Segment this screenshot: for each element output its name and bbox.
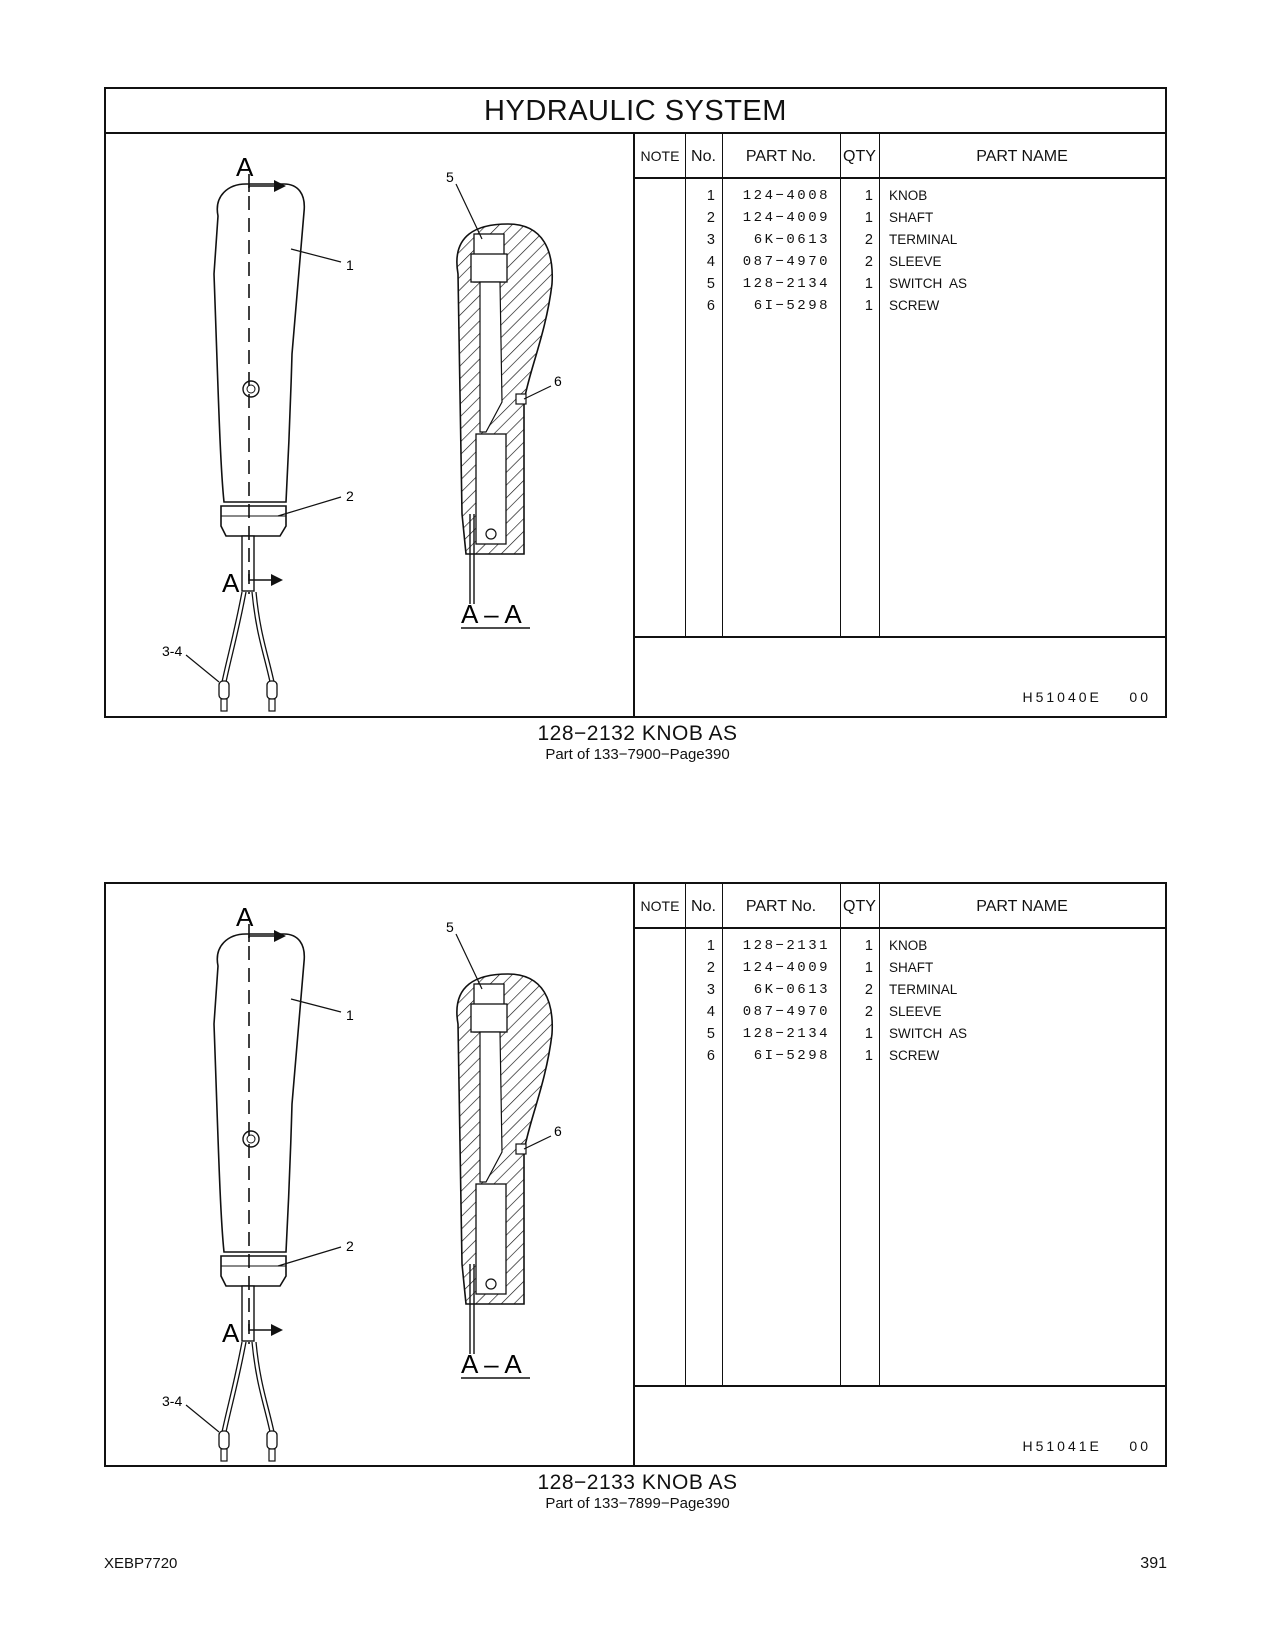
table-row: 3 6K−0613 2 TERMINAL	[706, 232, 958, 248]
knob-diagram	[106, 884, 636, 1467]
parts-table-2	[633, 884, 1165, 1467]
assembly-subtitle: Part of 133−7900−Page390	[545, 746, 730, 763]
table-row: 4 087−4970 2 SLEEVE	[706, 254, 942, 270]
document-code: XEBP7720	[104, 1555, 178, 1572]
header-part-no: PART No.	[745, 148, 817, 165]
assembly-title: 128−2132 KNOB AS	[537, 722, 738, 745]
parts-list	[635, 935, 1165, 1067]
section-marker-top: A	[236, 152, 254, 182]
table-row: 1 124−4008 1 KNOB	[706, 188, 928, 204]
parts-panel-2	[104, 882, 1167, 1467]
table-row: 4 087−4970 2 SLEEVE	[706, 1004, 942, 1020]
page-number: 391	[1140, 1555, 1167, 1572]
callout-3-4: 3-4	[162, 1393, 183, 1409]
table-row: 6 6I−5298 1 SCREW	[706, 1048, 940, 1064]
table-row: 2 124−4009 1 SHAFT	[706, 210, 934, 226]
assembly-caption-1	[0, 722, 1275, 763]
knob-illustration-2	[106, 884, 636, 1467]
table-row: 5 128−2134 1 SWITCH AS	[706, 276, 968, 292]
table-row: 6 6I−5298 1 SCREW	[706, 298, 940, 314]
table-header	[635, 884, 1165, 929]
callout-2: 2	[346, 488, 354, 504]
table-row: 5 128−2134 1 SWITCH AS	[706, 1026, 968, 1042]
parts-table-1	[633, 134, 1165, 718]
header-note: NOTE	[640, 148, 680, 164]
assembly-title: 128−2133 KNOB AS	[537, 1471, 738, 1494]
header-part-name: PART NAME	[976, 898, 1068, 915]
table-row: 3 6K−0613 2 TERMINAL	[706, 982, 958, 998]
section-marker-bottom: A	[222, 568, 240, 598]
knob-illustration-1	[106, 134, 636, 718]
header-no: No.	[691, 148, 716, 165]
parts-panel-1	[104, 87, 1167, 718]
section-view-label: A – A	[461, 1349, 522, 1379]
header-part-name: PART NAME	[976, 148, 1068, 165]
section-view-label: A – A	[461, 599, 522, 629]
table-row: 2 124−4009 1 SHAFT	[706, 960, 934, 976]
illustration-code: H51040E 00	[1022, 689, 1151, 705]
callout-1: 1	[346, 257, 354, 273]
section-marker-top: A	[236, 902, 254, 932]
knob-diagram	[106, 134, 636, 718]
assembly-subtitle: Part of 133−7899−Page390	[545, 1495, 730, 1512]
callout-3-4: 3-4	[162, 643, 183, 659]
callout-1: 1	[346, 1007, 354, 1023]
callout-5: 5	[446, 169, 454, 185]
header-part-no: PART No.	[745, 898, 817, 915]
assembly-caption-2	[0, 1471, 1275, 1512]
header-note: NOTE	[640, 898, 680, 914]
illustration-code: H51041E 00	[1022, 1438, 1151, 1454]
callout-6: 6	[554, 373, 562, 389]
header-no: No.	[691, 898, 716, 915]
section-marker-bottom: A	[222, 1318, 240, 1348]
table-header	[635, 134, 1165, 179]
section-title: HYDRAULIC SYSTEM	[106, 89, 1165, 134]
callout-5: 5	[446, 919, 454, 935]
table-row: 1 128−2131 1 KNOB	[706, 938, 928, 954]
header-qty: QTY	[843, 898, 876, 915]
header-qty: QTY	[843, 148, 876, 165]
parts-list	[635, 185, 1165, 317]
callout-6: 6	[554, 1123, 562, 1139]
callout-2: 2	[346, 1238, 354, 1254]
